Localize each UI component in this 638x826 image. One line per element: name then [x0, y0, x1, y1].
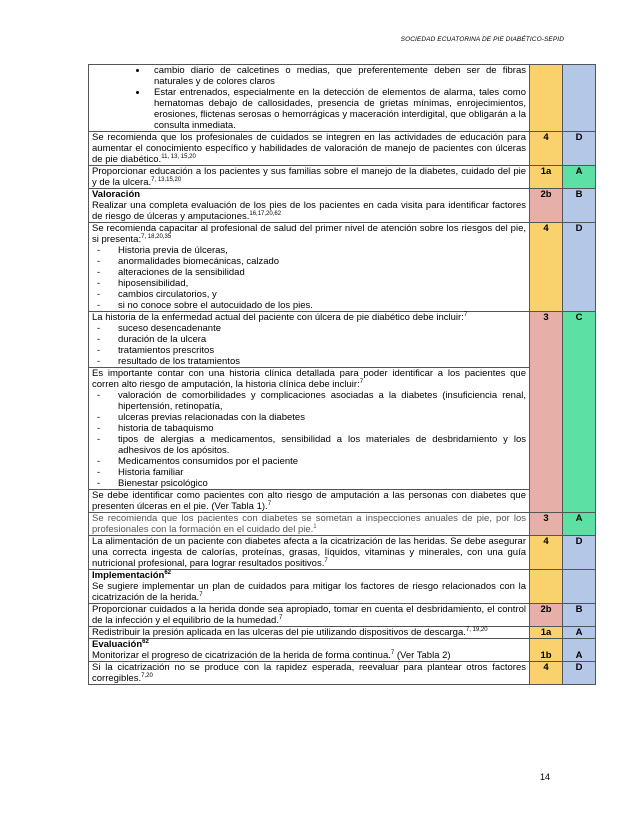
row-text: La historia de la enfermedad actual del paciente con úlcera de pie diabético debe incluir:: [92, 312, 464, 323]
reference: 7,20: [141, 672, 153, 679]
table-row: [89, 223, 596, 312]
reference: 62: [142, 638, 149, 645]
recommendation-grade: B: [563, 604, 596, 627]
section-heading: Implementación$^{62}$: [92, 569, 172, 581]
list-item: - tipos de alergias a medicamentos, sensibilidad a los materiales de desbridamiento y los adhesivos de los apósitos.: [92, 434, 526, 456]
evidence-level: 1a: [530, 627, 563, 639]
recommendations-table: [88, 64, 596, 685]
evidence-level: 1b: [530, 639, 563, 662]
list-item: - Historia familiar: [92, 467, 526, 478]
row-text: Se recomienda que los profesionales de cuidados se integren en las actividades de educación para aumentar el conocimiento específico y habilidades de valoración de manejo de pacientes con úlceras de pie diabético.: [92, 132, 526, 165]
list-item: - historia de tabaquismo: [92, 423, 526, 434]
list-item: - anormalidades biomecánicas, calzado: [92, 256, 526, 267]
list-item: • Estar entrenados, especialmente en la detección de elementos de alarma, tales como hematomas debajo de callosidades, presencia de grietas mínimas, enrojecimientos, erosiones, flictenas serosas o hemorrágicas y maceración interdigital, que obligarán a la consulta inmediata.: [148, 87, 526, 131]
recommendation-grade: D: [563, 536, 596, 570]
recommendation-grade: A: [563, 627, 596, 639]
evidence-level: 2b: [530, 189, 563, 223]
recommendation-grade: D: [563, 132, 596, 166]
list-item: - Medicamentos consumidos por el paciente: [92, 456, 526, 467]
reference: 11, 13, 15,20: [161, 153, 196, 160]
table-row: [89, 65, 596, 132]
evidence-level: 4: [530, 662, 563, 685]
list-item: - duración de la ulcera: [92, 334, 526, 345]
list-item: - alteraciones de la sensibilidad: [92, 267, 526, 278]
reference: 7: [359, 378, 364, 385]
row-text: Redistribuir la presión aplicada en las ulceras del pie utilizando dispositivos de descarga.: [92, 627, 466, 638]
evidence-level: 4: [530, 132, 563, 166]
reference: 7: [463, 311, 468, 318]
evidence-level: [530, 570, 563, 604]
page-number: 14: [540, 772, 551, 782]
list-item: - ulceras previas relacionadas con la diabetes: [92, 412, 526, 423]
table-row: [89, 312, 596, 368]
reference: 7, 19,20: [465, 626, 488, 633]
table-row: [89, 368, 596, 490]
table-row: [89, 604, 596, 627]
table-row: [89, 662, 596, 685]
section-heading: Evaluación$^{62}$: [92, 638, 149, 650]
reference: 16,17,20,62: [249, 210, 282, 217]
page-header: SOCIEDAD ECUATORINA DE PIE DIABÉTICO-SEPID: [400, 36, 564, 43]
recommendation-grade: D: [563, 223, 596, 312]
evidence-level: 4: [530, 536, 563, 570]
row-text: Es importante contar con una historia clínica detallada para poder identificar a los pacientes que corren alto riesgo de amputación, la historia clínica debe incluir:: [92, 368, 526, 390]
reference: 7: [324, 557, 328, 564]
table-row: [89, 166, 596, 189]
recommendation-grade: A: [563, 166, 596, 189]
recommendation-grade: [563, 65, 596, 132]
table-row: [89, 132, 596, 166]
section-heading: Valoración: [92, 189, 141, 200]
table-row: [89, 536, 596, 570]
reference: 7, 13,15,20: [151, 176, 182, 183]
list-item: - suceso desencadenante: [92, 323, 526, 334]
reference: 7: [267, 500, 272, 507]
table-row: [89, 189, 596, 223]
table-row: [89, 513, 596, 536]
list-item: - tratamientos prescritos: [92, 345, 526, 356]
table-row: [89, 490, 596, 513]
row-text: Proporcionar cuidados a la herida donde sea apropiado, tomar en cuenta el desbridamiento, el control de la infección y el equilibrio de la humedad.: [92, 604, 526, 626]
table-row: [89, 627, 596, 639]
evidence-level: [530, 65, 563, 132]
reference: 7, 18,20,35: [141, 233, 172, 240]
row-text: Proporcionar educación a los pacientes y sus familias sobre el manejo de la diabetes, cuidado del pie y de la ulcera.: [92, 166, 526, 188]
recommendation-grade: C: [563, 312, 596, 513]
evidence-level: 3: [530, 513, 563, 536]
evidence-level: 3: [530, 312, 563, 513]
table-reference: (Ver Tabla 2): [394, 650, 451, 661]
reference: 7: [278, 614, 283, 621]
row-text: Se recomienda capacitar al profesional de salud del primer nivel de atención sobre los riesgos del pie, si presenta:: [92, 223, 526, 245]
evidence-level: 4: [530, 223, 563, 312]
row-text: Se recomienda que los pacientes con diabetes se sometan a inspecciones anuales de pie, por los profesionales con la formación en el cuidado del pie.: [92, 513, 526, 535]
reference: 7: [199, 591, 203, 598]
row-text: Monitorizar el progreso de cicatrización de la herida de forma continua.: [92, 650, 391, 661]
reference: 62: [164, 569, 172, 576]
table-row: [89, 570, 596, 604]
recommendation-grade: A: [563, 513, 596, 536]
list-item: - Historia previa de úlceras,: [92, 245, 526, 256]
recommendation-grade: A: [563, 639, 596, 662]
recommendation-grade: D: [563, 662, 596, 685]
row-text: La alimentación de un paciente con diabetes afecta a la cicatrización de las heridas. Se debe asegurar una correcta ingesta de calorías, proteínas, grasas, líquidos, vitaminas y minerales, con una guía nutricional profesional, para lograr resultados positivos.: [92, 536, 526, 569]
evidence-level: 1a: [530, 166, 563, 189]
list-item: - valoración de comorbilidades y complicaciones asociadas a la diabetes (insuficiencia renal, hipertensión, retinopatía,: [92, 390, 526, 412]
table-row: [89, 639, 596, 662]
recommendation-grade: [563, 570, 596, 604]
list-item: - Bienestar psicológico: [92, 478, 526, 489]
list-item: • cambio diario de calcetines o medias, que preferentemente deben ser de fibras naturales y de colores claros: [148, 65, 526, 87]
list-item: - cambios circulatorios, y: [92, 289, 526, 300]
list-item: - si no conoce sobre el autocuidado de los pies.: [92, 300, 526, 311]
row-text: Se debe identificar como pacientes con alto riesgo de amputación a las personas con diabetes que presenten úlceras en el pie. (Ver Tabla 1).: [92, 490, 526, 512]
row-text: Se sugiere implementar un plan de cuidados para mitigar los factores de riesgo relacionados con la cicatrización de la herida.: [92, 581, 526, 603]
row-text: Realizar una completa evaluación de los pies de los pacientes en cada visita para identificar factores de riesgo de úlceras y amputaciones.: [92, 200, 526, 222]
recommendation-grade: B: [563, 189, 596, 223]
list-item: - resultado de los tratamientos: [92, 356, 526, 367]
evidence-level: 2b: [530, 604, 563, 627]
row-text: Si la cicatrización no se produce con la rapidez esperada, reevaluar para plantear otros factores corregibles.: [92, 662, 526, 684]
list-item: - hiposensibilidad,: [92, 278, 526, 289]
reference: 1: [313, 523, 317, 530]
reference: 7: [390, 649, 395, 656]
